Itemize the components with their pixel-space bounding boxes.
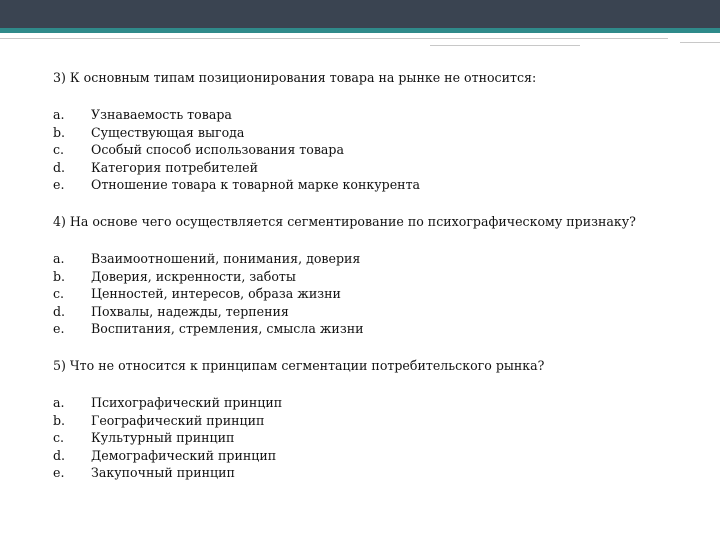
answer-item <box>53 394 693 412</box>
answer-item <box>53 285 693 303</box>
answer-text: Воспитания, стремления, смысла жизни <box>91 321 364 337</box>
header-rule-short <box>430 45 580 46</box>
answer-text: Узнаваемость товара <box>91 107 232 122</box>
answer-item <box>53 159 693 177</box>
answer-letter: d. <box>53 447 66 463</box>
answer-list <box>53 394 693 482</box>
answer-text: Закупочный принцип <box>91 465 235 481</box>
slide-header-band <box>0 0 720 28</box>
answer-letter: a. <box>53 107 65 122</box>
answer-letter: b. <box>53 124 66 140</box>
answer-letter: a. <box>53 250 65 266</box>
answer-letter: e. <box>53 177 65 193</box>
answer-letter: c. <box>53 142 65 158</box>
answer-letter: c. <box>53 286 65 302</box>
slide-header-accent <box>0 28 720 33</box>
answer-letter: d. <box>53 303 66 319</box>
question-3 <box>53 70 693 194</box>
question-text: 3) К основным типам позиционирования товара на рынке не относится: <box>53 70 537 85</box>
answer-item <box>53 106 693 124</box>
answer-text: Отношение товара к товарной марке конкурента <box>91 177 421 193</box>
answer-item <box>53 141 693 159</box>
answer-item <box>53 303 693 321</box>
answer-text: Особый способ использования товара <box>91 142 344 158</box>
answer-text: Демографический принцип <box>91 447 277 463</box>
slide-content <box>53 70 693 502</box>
answer-list <box>53 106 693 194</box>
answer-text: Категория потребителей <box>91 159 258 175</box>
answer-letter: d. <box>53 159 66 175</box>
answer-item <box>53 268 693 286</box>
answer-item <box>53 447 693 465</box>
answer-letter: b. <box>53 268 66 284</box>
answer-item <box>53 412 693 430</box>
answer-text: Существующая выгода <box>91 124 245 140</box>
answer-text: Культурный принцип <box>91 430 235 446</box>
answer-text: Ценностей, интересов, образа жизни <box>91 286 341 302</box>
answer-item <box>53 250 693 268</box>
answer-item <box>53 124 693 142</box>
answer-item <box>53 176 693 194</box>
answer-letter: e. <box>53 465 65 481</box>
answer-text: Географический принцип <box>91 412 265 428</box>
question-4 <box>53 214 693 338</box>
answer-item <box>53 429 693 447</box>
answer-item <box>53 320 693 338</box>
answer-item <box>53 464 693 482</box>
question-text: 5) Что не относится к принципам сегментации потребительского рынка? <box>53 357 545 373</box>
question-text: 4) На основе чего осуществляется сегментирование по психографическому признаку? <box>53 213 636 229</box>
header-rule-right <box>680 42 720 43</box>
answer-text: Психографический принцип <box>91 394 283 410</box>
header-rule <box>0 38 668 39</box>
answer-letter: a. <box>53 394 65 410</box>
answer-list <box>53 250 693 338</box>
answer-letter: b. <box>53 412 66 428</box>
answer-text: Взаимоотношений, понимания, доверия <box>91 250 361 266</box>
question-5 <box>53 358 693 482</box>
answer-letter: c. <box>53 430 65 446</box>
answer-letter: e. <box>53 321 65 337</box>
answer-text: Похвалы, надежды, терпения <box>91 303 289 319</box>
answer-text: Доверия, искренности, заботы <box>91 268 296 284</box>
